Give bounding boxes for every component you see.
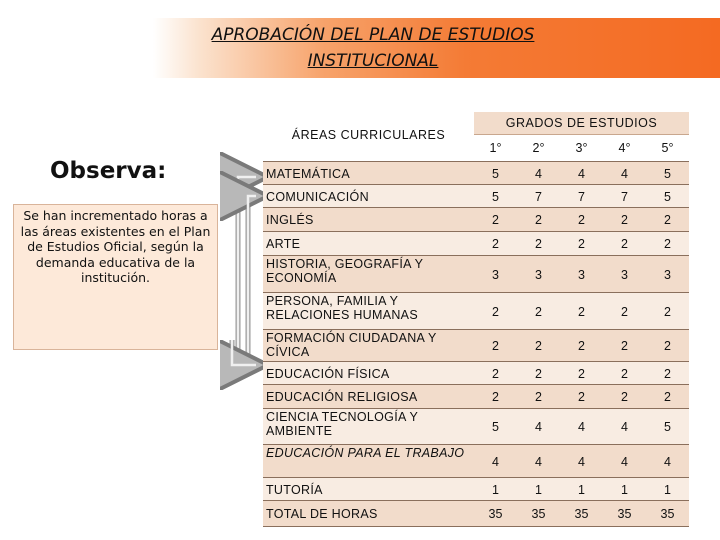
hours-cell: 2 (535, 237, 542, 251)
hours-cell: 4 (664, 454, 671, 469)
observa-heading: Observa: (50, 158, 167, 184)
table-row (263, 207, 689, 231)
table-row (263, 361, 689, 384)
grade-header-4: 4° (618, 141, 631, 155)
arrow-comunicacion (248, 196, 258, 362)
grados-header: GRADOS DE ESTUDIOS (474, 112, 689, 135)
hours-cell: 35 (574, 507, 589, 521)
hours-cell: 1 (578, 482, 585, 497)
hours-cell: 2 (578, 339, 585, 353)
hours-cell: 2 (535, 304, 542, 319)
hours-cell: 35 (488, 507, 503, 521)
area-name: FORMACIÓN CIUDADANA Y CÍVICA (266, 331, 437, 359)
hours-cell: 7 (578, 189, 585, 204)
hours-cell: 4 (535, 454, 542, 469)
hours-cell: 3 (492, 267, 499, 282)
hours-cell: 2 (621, 366, 628, 381)
hours-cell: 2 (664, 366, 671, 381)
hours-cell: 2 (621, 390, 628, 404)
hours-cell: 5 (492, 189, 499, 204)
area-name: TUTORÍA (266, 482, 323, 497)
areas-header: ÁREAS CURRICULARES (263, 112, 474, 159)
hours-cell: 2 (492, 304, 499, 319)
grade-header-2: 2° (532, 141, 545, 155)
bracket-arrows (220, 150, 265, 400)
hours-cell: 2 (535, 366, 542, 381)
hours-cell: 2 (578, 237, 585, 251)
hours-cell: 4 (578, 420, 585, 434)
grade-header-5: 5° (661, 141, 674, 155)
hours-cell: 2 (535, 213, 542, 227)
area-name: ARTE (266, 237, 301, 251)
grade-header-1: 1° (489, 141, 502, 155)
area-name: EDUCACIÓN FÍSICA (266, 366, 390, 381)
hours-cell: 2 (621, 213, 628, 227)
hours-cell: 5 (492, 166, 499, 181)
hours-cell: 2 (535, 390, 542, 404)
hours-cell: 3 (621, 267, 628, 282)
hours-cell: 1 (664, 482, 671, 497)
table-row (263, 255, 689, 292)
hours-cell: 2 (664, 213, 671, 227)
hours-cell: 4 (621, 166, 628, 181)
table-row (263, 500, 689, 526)
hours-cell: 2 (578, 213, 585, 227)
page-title: APROBACIÓN DEL PLAN DE ESTUDIOS INSTITUCIONAL (211, 25, 535, 71)
area-name: HISTORIA, GEOGRAFÍA Y ECONOMÍA (266, 257, 424, 285)
hours-cell: 35 (531, 507, 546, 521)
hours-cell: 4 (621, 454, 628, 469)
table-row (263, 329, 689, 361)
table-row (263, 292, 689, 329)
table-row (263, 231, 689, 255)
hours-cell: 4 (535, 166, 542, 181)
hours-cell: 1 (621, 482, 628, 497)
hours-cell: 5 (664, 166, 671, 181)
hours-cell: 2 (621, 304, 628, 319)
area-name: CIENCIA TECNOLOGÍA Y AMBIENTE (266, 410, 418, 438)
hours-cell: 2 (578, 304, 585, 319)
hours-cell: 5 (664, 420, 671, 434)
table-row (263, 408, 689, 444)
hours-cell: 2 (492, 213, 499, 227)
hours-cell: 4 (621, 420, 628, 434)
table-row (263, 184, 689, 207)
hours-cell: 3 (664, 267, 671, 282)
hours-cell: 2 (578, 366, 585, 381)
grade-header-3: 3° (575, 141, 588, 155)
area-name: PERSONA, FAMILIA Y RELACIONES HUMANAS (266, 294, 418, 322)
table-row (263, 477, 689, 500)
hours-cell: 2 (492, 366, 499, 381)
hours-cell: 4 (535, 420, 542, 434)
hours-cell: 5 (664, 189, 671, 204)
hours-cell: 2 (535, 339, 542, 353)
hours-cell: 2 (664, 390, 671, 404)
area-name: EDUCACIÓN RELIGIOSA (266, 390, 418, 404)
hours-cell: 35 (660, 507, 675, 521)
area-name: EDUCACIÓN PARA EL TRABAJO (266, 446, 465, 460)
hours-cell: 3 (535, 267, 542, 282)
hours-cell: 2 (664, 237, 671, 251)
hours-cell: 7 (535, 189, 542, 204)
hours-cell: 7 (621, 189, 628, 204)
table-row (263, 444, 689, 477)
hours-cell: 4 (492, 454, 499, 469)
hours-cell: 4 (578, 454, 585, 469)
hours-cell: 1 (492, 482, 499, 497)
hours-cell: 3 (578, 267, 585, 282)
hours-cell: 5 (492, 420, 499, 434)
hours-cell: 2 (664, 304, 671, 319)
hours-cell: 2 (621, 339, 628, 353)
hours-cell: 2 (492, 339, 499, 353)
area-name: COMUNICACIÓN (266, 189, 369, 204)
table-row (263, 384, 689, 408)
table-bottom-border (263, 526, 689, 527)
note-box: Se han incrementado horas a las áreas existentes en el Plan de Estudios Oficial, según la demanda educativa de la institución. (13, 204, 218, 350)
hours-cell: 2 (492, 390, 499, 404)
hours-cell: 2 (492, 237, 499, 251)
hours-cell: 2 (578, 390, 585, 404)
hours-cell: 35 (617, 507, 632, 521)
hours-cell: 4 (578, 166, 585, 181)
table-row (263, 161, 689, 184)
hours-cell: 2 (664, 339, 671, 353)
hours-cell: 2 (621, 237, 628, 251)
area-name: MATEMÁTICA (266, 166, 351, 181)
area-name: INGLÉS (266, 213, 314, 227)
hours-cell: 1 (535, 482, 542, 497)
area-name: TOTAL DE HORAS (266, 507, 378, 521)
